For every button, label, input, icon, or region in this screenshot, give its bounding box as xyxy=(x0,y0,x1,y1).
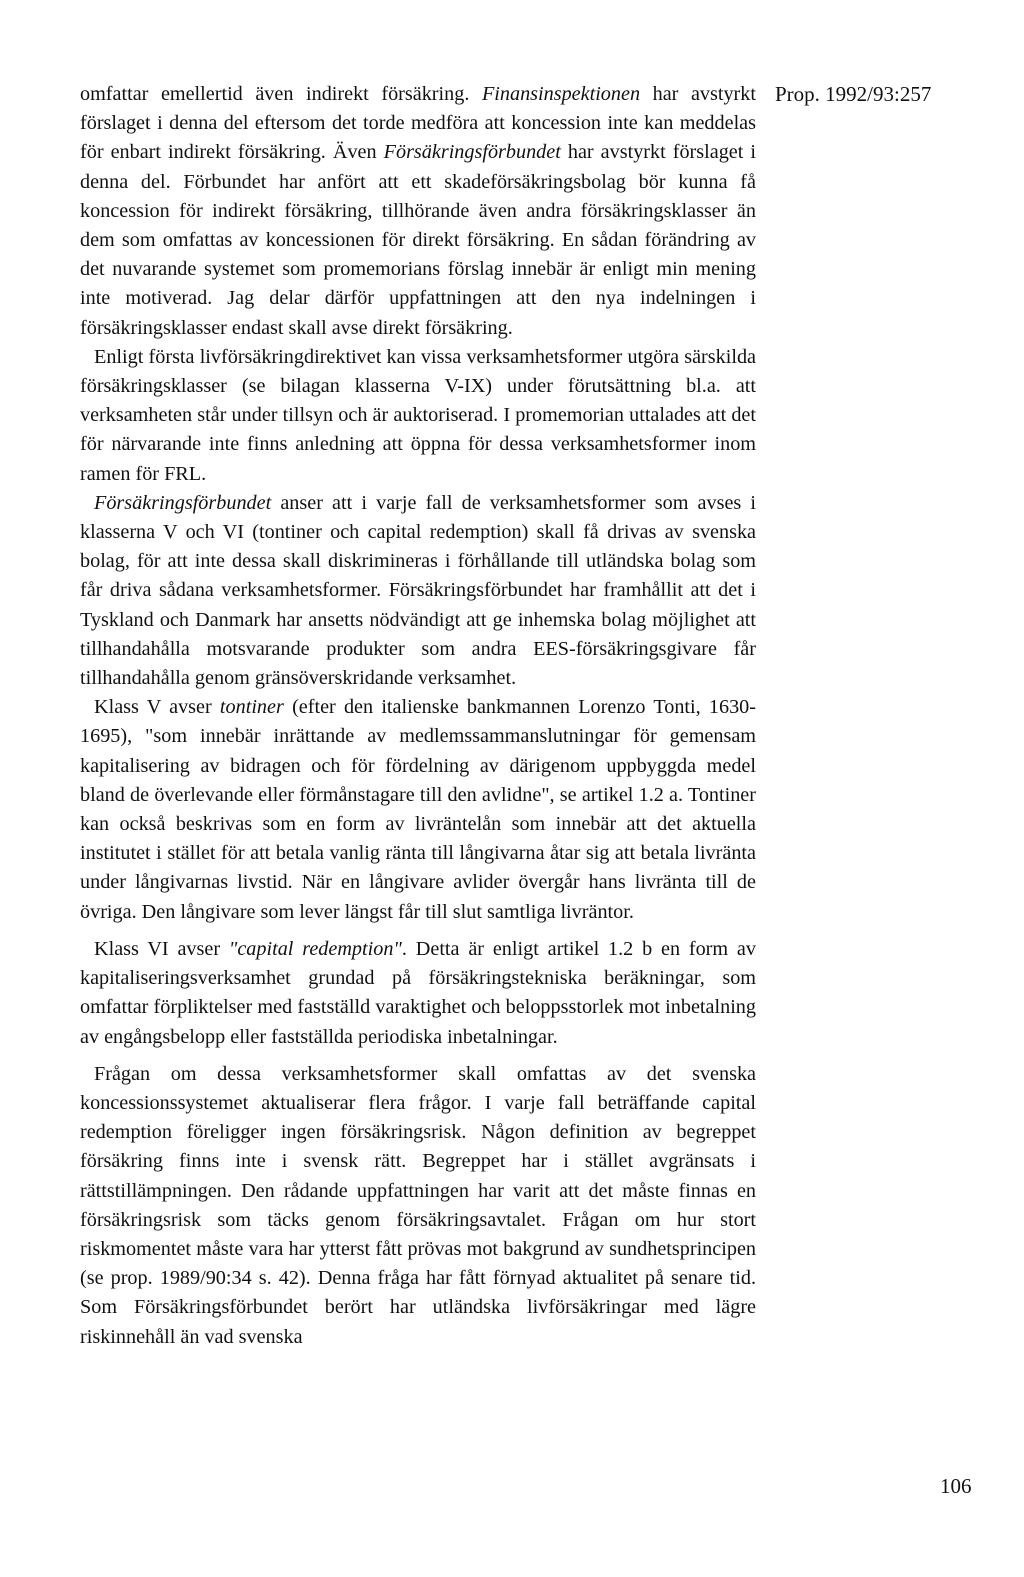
text-run: har avstyrkt förslaget i denna del. Förbundet har anfört att ett skadeförsäkringsbolag bör kunna få koncession för indirekt försäkring, tillhörande även andra försäkringsklasser än dem som omfattas av koncessionen för direkt försäkring. En sådan förändring av det nuvarande systemet som promemorians förslag innebär är enligt min mening inte motiverad. Jag delar därför uppfattningen att den nya indelningen i försäkringsklasser endast skall avse direkt försäkring. xyxy=(80,141,756,339)
text-run: Enligt första livförsäkringdirektivet kan vissa verksamhetsformer utgöra särskilda försäkringsklasser (se bilagan klasserna V-IX) under förutsättning bl.a. att verksamheten står under tillsyn och är auktoriserad. I promemorian uttalades att det för närvarande inte finns anledning att öppna för dessa verksamhetsformer inom ramen för FRL. xyxy=(80,345,756,485)
text-run: Klass V avser xyxy=(94,696,220,719)
text-run: Frågan om dessa verksamhetsformer skall omfattas av det svenska koncessionssystemet aktualiserar flera frågor. I varje fall beträffande capital redemption föreligger ingen försäkringsrisk. Någon definition av begreppet försäkring finns inte i svensk rätt. Begreppet har i stället avgränsats i rättstillämpningen. Den rådande uppfattningen har varit att det måste finnas en försäkringsrisk som täcks genom försäkringsavtalet. Frågan om hur stort riskmomentet måste vara har ytterst fått prövas mot bakgrund av sundhetsprincipen (se prop. 1989/90:34 s. 42). Denna fråga har fått förnyad aktualitet på senare tid. Som Försäkringsförbundet berört har utländska livförsäkringar med lägre riskinnehåll än vad svenska xyxy=(80,1062,756,1348)
paragraph xyxy=(80,1060,756,1352)
italic-text: Finansinspektionen xyxy=(481,83,641,105)
paragraph xyxy=(80,935,756,1052)
text-run: (efter den italienske bankmannen Lorenzo Tonti, 1630-1695), "som innebär inrättande av medlemssammanslutningar för gemensam kapitalisering av bidragen och för fördelning av därigenom uppbyggda medel bland de överlevande eller förmånstagare till den avlidne", se artikel 1.2 a. Tontiner kan också beskrivas som en form av livräntelån som innebär att det aktuella institutet i stället för att betala vanlig ränta till långivarna åtar sig att betala livränta under långivarnas livstid. När en långivare avlider övergår hans livränta till de övriga. Den långivare som lever längst får till slut samtliga livräntor. xyxy=(80,696,756,923)
paragraph xyxy=(80,693,756,927)
paragraph xyxy=(80,489,756,693)
text-run: Klass VI avser xyxy=(94,937,229,960)
paragraph xyxy=(80,80,756,343)
prop-reference: Prop. 1992/93:257 xyxy=(775,82,932,106)
page-number: 106 xyxy=(940,1474,972,1498)
text-run: anser att i varje fall de verksamhetsformer som avses i klasserna V och VI (tontiner och capital redemption) skall få drivas av svenska bolag, för att inte dessa skall diskrimineras i förhållande till utländska bolag som får driva sådana verksamhetsformer. Försäkringsförbundet har framhållit att det i Tyskland och Danmark har ansetts nödvändigt att ge inhemska bolag möjlighet att tillhandahålla motsvarande produkter som andra EES-försäkringsgivare får tillhandahålla genom gränsöverskridande verksamhet. xyxy=(80,491,756,690)
italic-text: "capital redemption" xyxy=(228,937,402,960)
italic-text: tontiner xyxy=(219,696,284,719)
italic-text: Försäkringsförbundet xyxy=(94,491,272,514)
text-run: . Detta är enligt artikel 1.2 b en form av kapitaliseringsverksamhet grundad på försäkringstekniska beräkningar, som omfattar förpliktelser med fastställd varaktighet och beloppsstorlek mot inbetalning av engångsbelopp eller fastställda periodiska inbetalningar. xyxy=(80,937,756,1048)
paragraph xyxy=(80,343,756,489)
text-run: omfattar emellertid även indirekt försäkring. xyxy=(80,83,482,105)
italic-text: Försäkringsförbundet xyxy=(383,141,561,164)
text-run: har avstyrkt förslaget i denna del eftersom det torde medföra att koncession inte kan meddelas för enbart indirekt försäkring. Även xyxy=(80,83,756,164)
body-text xyxy=(80,80,756,1352)
